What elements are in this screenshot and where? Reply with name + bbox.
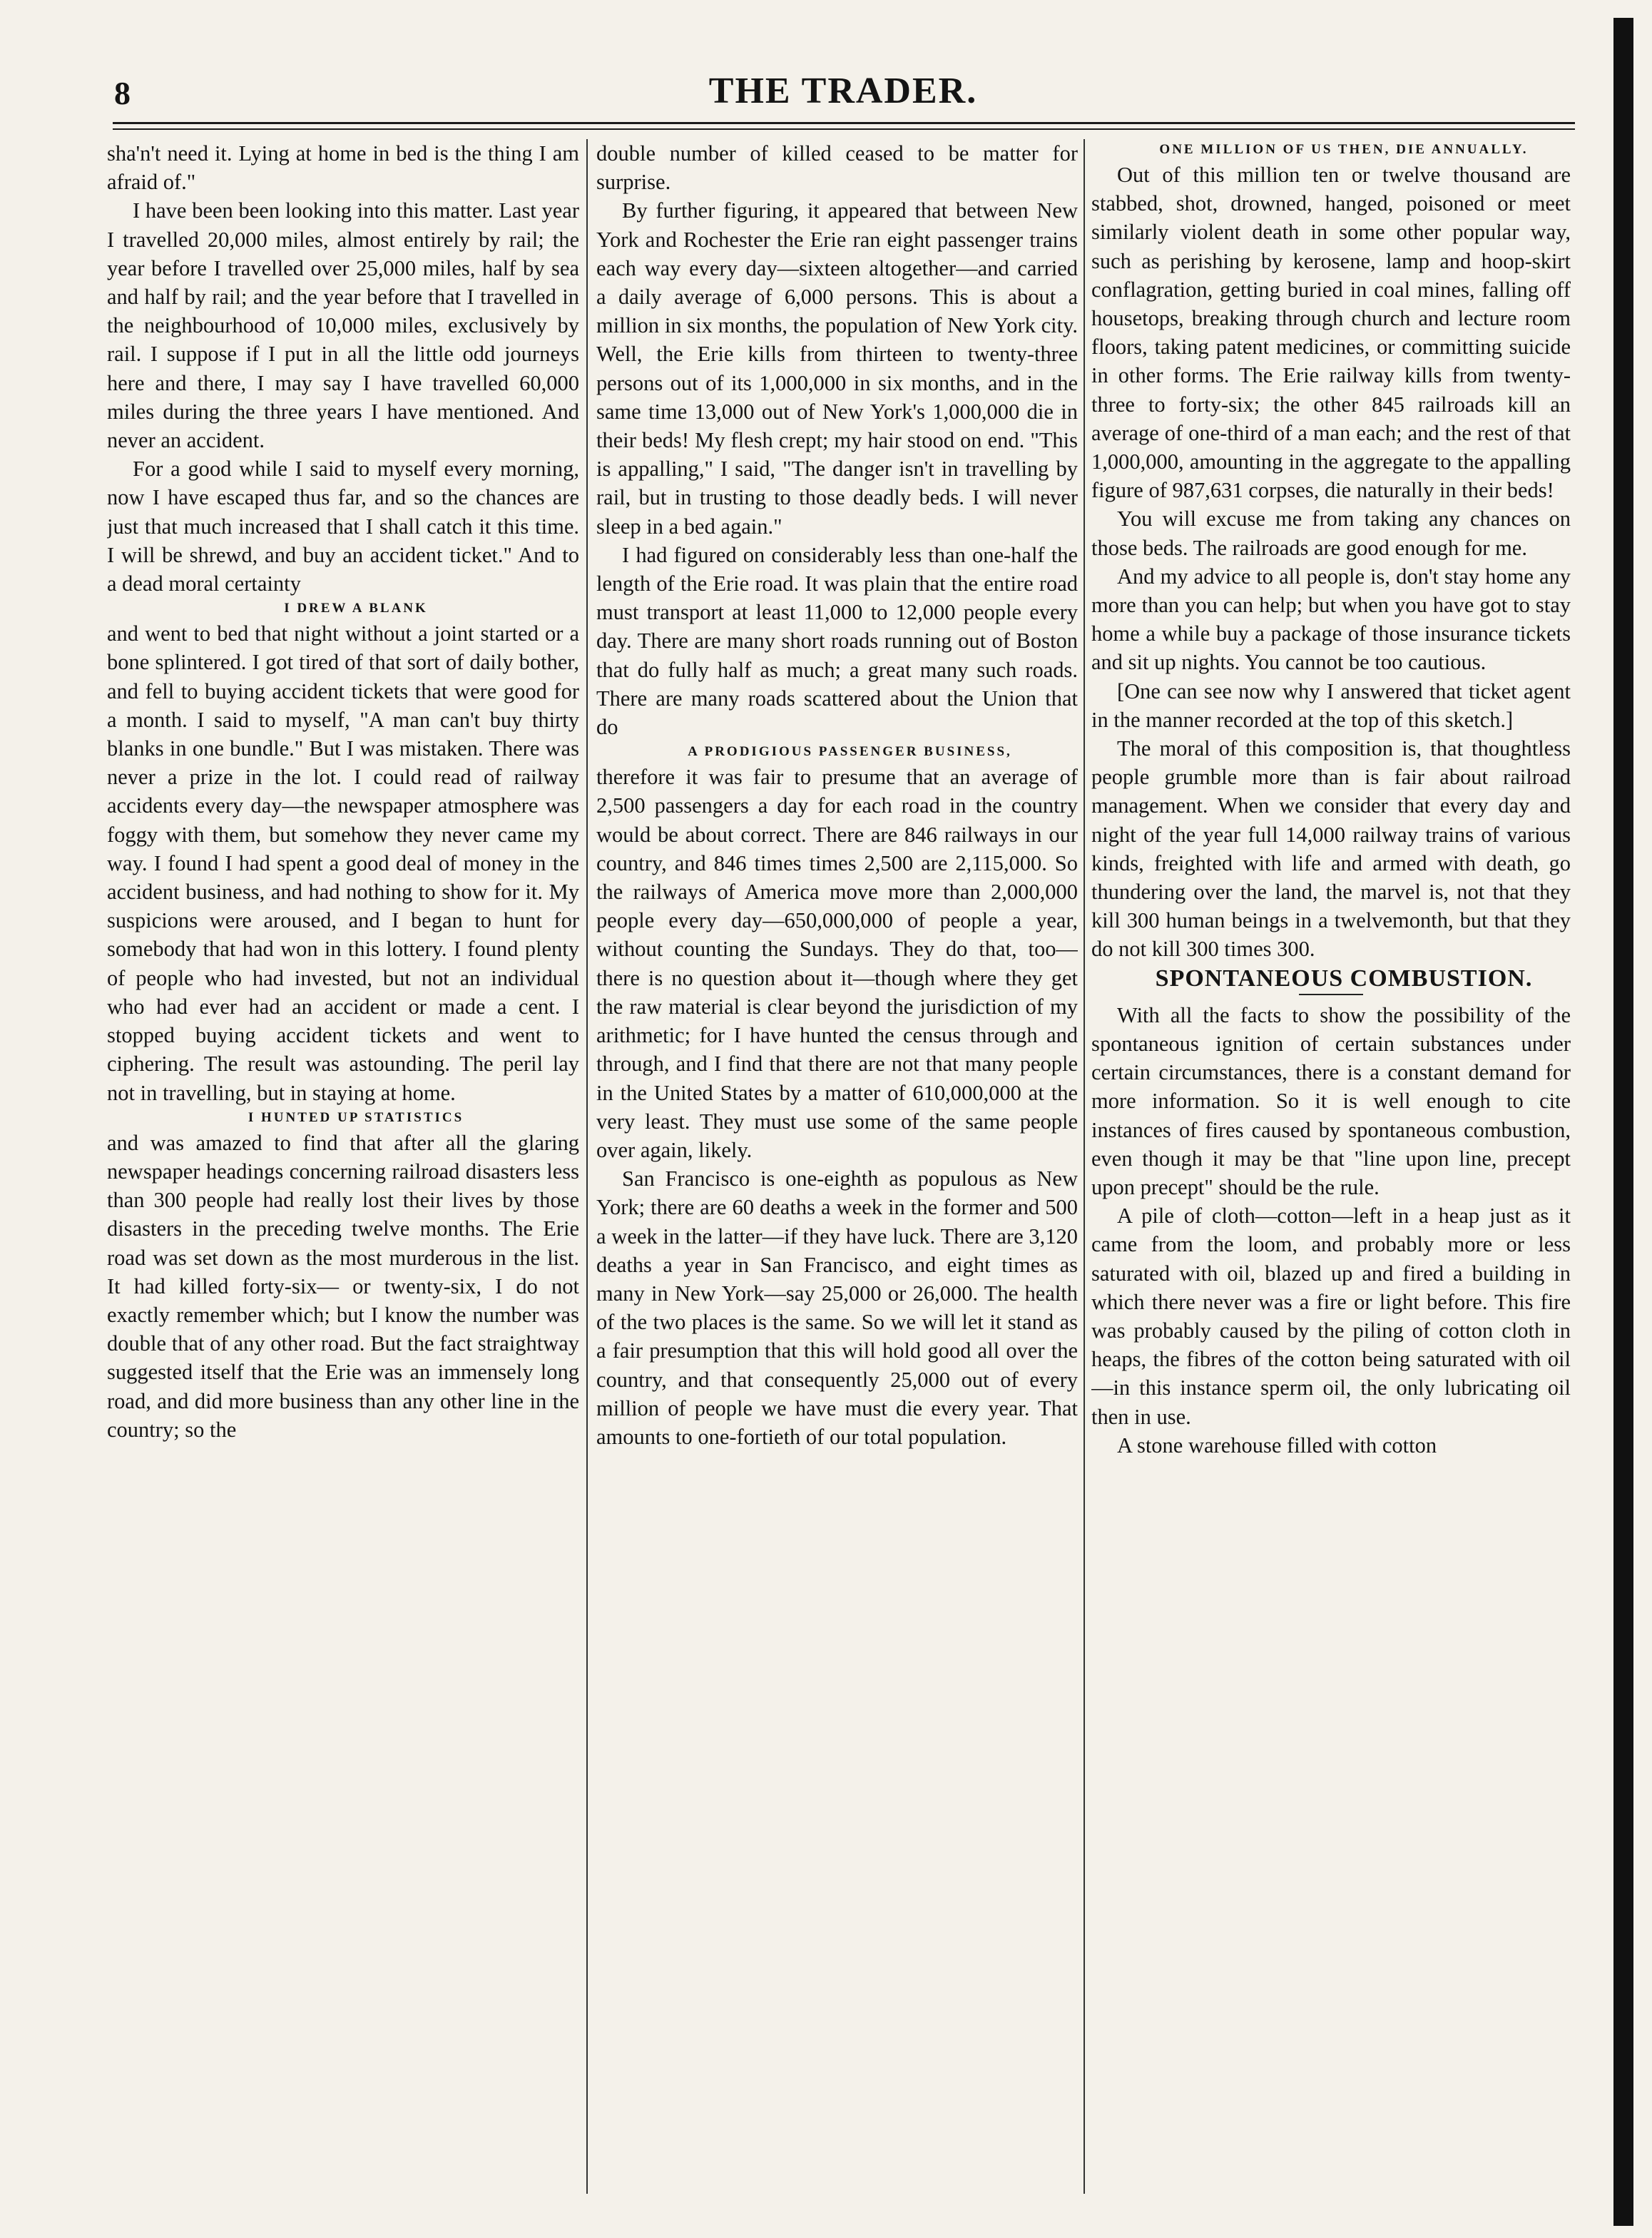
paragraph: sha'n't need it. Lying at home in bed is the thing I am afraid of." [107,141,579,195]
column-divider-2 [1084,139,1085,2194]
paragraph: You will excuse me from taking any chances on those beds. The railroads are good enough for me. [1091,507,1571,560]
section-title: SPONTANEOUS COMBUSTION. [1155,965,1533,992]
paragraph: Out of this million ten or twelve thousand are stabbed, shot, drowned, hanged, poisoned or meet similarly violent death in some other popular way, such as perishing by kerosene, lamp and hoop-skirt conflagration, getting buried in coal mines, falling off housetops, breaking through church and lecture room floors, taking patent medicines, or committing suicide in other forms. The Erie railway kills from twenty-three to forty-six; the other 845 railroads kill an average of one-third of a man each; and the rest of that 1,000,000, amounting in the aggregate to the appalling figure of 987,631 corpses, die naturally in their beds! [1091,163,1571,503]
paragraph: With all the facts to show the possibility of the spontaneous ignition of certain substances under certain circumstances, there is a constant demand for more information. So it is well enough to cite instances of fires caused by spontaneous combustion, even though it may be that "line upon line, precept upon precept" should be the rule. [1091,1002,1571,1199]
article-column-2 [596,139,1078,2204]
page-edge-bar [1613,18,1633,2226]
page-header [114,70,1572,120]
subheading: ONE MILLION OF US THEN, DIE ANNUALLY. [1159,142,1529,157]
paragraph: The moral of this composition is, that thoughtless people grumble more than is fair about railroad management. When we consider that every day and night of the year full 14,000 railway trains of various kinds, freighted with life and armed with death, go thundering over the land, the marvel is, not that they kill 300 human beings in a twelvemonth, but that they do not kill 300 times 300. [1091,736,1571,962]
paragraph: And my advice to all people is, don't stay home any more than you can help; but when you have got to stay home a while buy a package of those insurance tickets and sit up nights. You cannot be too cautious. [1091,564,1571,675]
paragraph: A pile of cloth—cotton—left in a heap just as it came from the loom, and probably more or less saturated with oil, blazed up and fired a building in which there never was a fire or light before. This fire was probably caused by the piling of cotton cloth in heaps, the fibres of the cotton being saturated with oil—in this instance sperm oil, the only lubricating oil then in use. [1091,1204,1571,1429]
subheading: I DREW A BLANK [284,601,428,616]
header-rule-bottom [113,128,1575,130]
masthead-title: THE TRADER. [708,71,978,111]
column-divider-1 [586,139,588,2194]
article-column-1 [107,139,579,2204]
paragraph: [One can see now why I answered that ticket agent in the manner recorded at the top of this sketch.] [1091,678,1571,732]
subheading: I HUNTED UP STATISTICS [248,1109,464,1125]
paragraph: I had figured on considerably less than one-half the length of the Erie road. It was plain that the entire road must transport at least 11,000 to 12,000 people every day. There are many short roads running out of Boston that do fully half as much; a great many such roads. There are many roads scattered about the Union that do [596,542,1078,740]
header-rule-top [113,122,1575,124]
paragraph: double number of killed ceased to be matter for surprise. [596,141,1078,195]
article-column-3 [1091,139,1571,2204]
title-rule [1299,994,1363,995]
subheading: A PRODIGIOUS PASSENGER BUSINESS, [688,744,1012,760]
page-number: 8 [114,75,131,111]
paragraph: For a good while I said to myself every morning, now I have escaped thus far, and so the chances are just that much increased that I shall catch it this time. I will be shrewd, and buy an accident ticket." And to a dead moral certainty [107,457,579,596]
paragraph: By further figuring, it appeared that between New York and Rochester the Erie ran eight passenger trains each way every day—sixteen altogether—and carried a daily average of 6,000 persons. This is about a million in six months, the population of New York city. Well, the Erie kills from thirteen to twenty-three persons out of its 1,000,000 in six months, and in the same time 13,000 out of New York's 1,000,000 die in their beds! My flesh crept; my hair stood on end. "This is appalling," I said, "The danger isn't in travelling by rail, but in trusting to those deadly beds. I will never sleep in a bed again." [596,198,1078,539]
paragraph: and was amazed to find that after all the glaring newspaper headings concerning railroad disasters less than 300 people had really lost their lives by those disasters in the preceding twelve months. The Erie road was set down as the most murderous in the list. It had killed forty-six— or twenty-six, I do not exactly remember which; but I know the number was double that of any other road. But the fact straightway suggested itself that the Erie was an immensely long road, and did more business than any other line in the country; so the [107,1130,579,1442]
paragraph: San Francisco is one-eighth as populous as New York; there are 60 deaths a week in the former and 500 a week in the latter—if they have luck. There are 3,120 deaths a year in San Francisco, and eight times as many in New York—say 25,000 or 26,000. The health of the two places is the same. So we will let it stand as a fair presumption that this will hold good all over the country, and that consequently 25,000 out of every million of people we have must die every year. That amounts to one-fortieth of our total population. [596,1166,1078,1449]
paragraph: I have been been looking into this matter. Last year I travelled 20,000 miles, almost entirely by rail; the year before I travelled over 25,000 miles, half by sea and half by rail; and the year before that I travelled in the neighbourhood of 10,000 miles, exclusively by rail. I suppose if I put in all the little odd journeys here and there, I may say I have travelled 60,000 miles during the three years I have mentioned. And never an accident. [107,198,579,453]
paragraph: A stone warehouse filled with cotton [1117,1433,1437,1458]
paragraph: and went to bed that night without a joint started or a bone splintered. I got tired of that sort of daily bother, and fell to buying accident tickets that were good for a month. I said to myself, "A man can't buy thirty blanks in one bundle." But I was mistaken. There was never a prize in the lot. I could read of railway accidents every day—the newspaper atmosphere was foggy with them, but somehow they never came my way. I found I had spent a good deal of money in the accident business, and had nothing to show for it. My suspicions were aroused, and I began to hunt for somebody that had won in this lottery. I found plenty of people who had invested, but not an individual who had ever had an accident or made a cent. I stopped buying accident tickets and went to ciphering. The result was astounding. The peril lay not in travelling, but in staying at home. [107,621,579,1105]
paragraph: therefore it was fair to presume that an average of 2,500 passengers a day for each road in the country would be about correct. There are 846 railways in our country, and 846 times times 2,500 are 2,115,000. So the railways of America move more than 2,000,000 people every day—650,000,000 of people a year, without counting the Sundays. They do that, too—there is no question about it—though where they get the raw material is clear beyond the jurisdiction of my arithmetic; for I have hunted the census through and through, and I find that there are not that many people in the United States by a matter of 610,000,000 at the very least. They must use some of the same people over again, likely. [596,765,1078,1162]
